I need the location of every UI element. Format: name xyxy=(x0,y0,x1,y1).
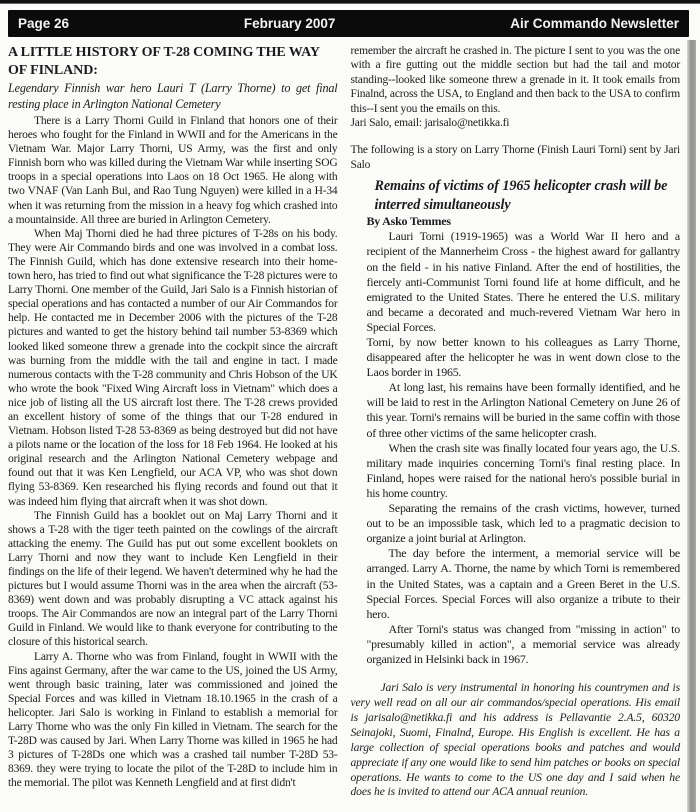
story-paragraph: Torni, by now better known to his colleagues as Larry Thorne, disappeared after the helicopter he was in went down close to the Laos border in 1965. xyxy=(366,335,680,380)
story-paragraph: The day before the interment, a memorial service will be arranged. Larry A. Thorne, the name by which Torni is remembered in the United States, was a captain and a Green Beret in the U.S. Special Forces. Special Forces will also organize a tribute to their hero. xyxy=(366,546,680,621)
top-border xyxy=(0,0,700,4)
story-byline: By Asko Temmes xyxy=(366,214,451,229)
story-paragraph: After Torni's status was changed from "missing in action" to "presumably killed in action", a memorial service was already organized in Helsinki back in 1967. xyxy=(366,621,680,666)
paragraph: There is a Larry Thorni Guild in Finland that honors one of their heroes who fought for the Finland in WWII and for the Americans in the Vietnam War. Major Larry Thorni, US Army, was the first and only Finnish born who was killed during the Vietnam War while inserting SOG troops in a special operations into Laos on 18 Oct 1965. He along with two VNAF (Van Lanh Bui, and Rao Tung Nguyen) were killed in a H-34 when it was returning from the mission in a heavy fog which crashed into a mountainside. All three are buried in Arlington Cemetery. xyxy=(8,115,338,226)
story-intro: The following is a story on Larry Thorne (Finish Lauri Torni) sent by Jari Salo xyxy=(350,144,680,171)
left-column xyxy=(8,44,338,812)
story-title: Remains of victims of 1965 helicopter crash will be interred simultaneously xyxy=(374,178,668,213)
paragraph: When Maj Thorni died he had three pictures of T-28s on his body. They were Air Commando birds and one was involved in a combat loss. The Finnish Guild, which has done extensive research into their home-town hero, has tried to find out what significance the T-28 pictures were to Larry Thorni. One member of the Guild, Jari Salo is a Finnish historian of special operations and has contacted a number of our Air Commandos for help. He contacted me in December 2006 with the pictures of the T-28 pictures and wanted to get the history behind tail number 53-8369 which looked liked someone threw a grenade into the cockpit since the aircraft was burning from the middle with the tail and engine in tact. I made numerous contacts with the T-28 community and Chris Hobson of the UK who wrote the book "Fixed Wing Aircraft loss in Vietnam" which does a nice job of listing all the US aircraft lost there. The T-28 crews provided an excellent history of some of the things that our T-28 endured in Vietnam. Hobson listed T-28 53-8369 as being destroyed but did not have a pilots name or the location of the loss for 18 Feb 1964. He looked at his original research and the Arlington National Cemetery webpage and found out that it was Ken Lengfield, our ACA VP, who was shot down flying 53-8369. Ken researched his flying records and found out that it was indeed him flying that aircraft when it was shot down. xyxy=(8,227,338,508)
article-body xyxy=(8,44,680,812)
email-line: Jari Salo, email: jarisalo@netikka.fi xyxy=(350,117,510,130)
story-paragraph: Separating the remains of the crash victims, however, turned out to be an impossible task, which led to a pragmatic decision to organize a joint burial at Arlington. xyxy=(366,501,680,546)
story-paragraph: At long last, his remains have been formally identified, and he will be laid to rest in the Arlington National Cemetery on June 26 of this year. Torni's remains will be buried in the same coffin with those of three other victims of the same helicopter crash. xyxy=(366,380,680,440)
newsletter-title: Air Commando Newsletter xyxy=(510,16,679,31)
closing-note: Jari Salo is very instrumental in honoring his countrymen and is very well read on all our air commandos/special operations. His email is jarisalo@netikka.fi and his address is Pellavantie 2.A.5, 60320 Seinajoki, Suomi, Finalnd, Europe. His English is excellent. He has a large collection of special operations books and patches and would appreciate if any one would like to send him patches or books on special operations. He wants to come to the US one day and I said when he does he is invited to attend our ACA annual reunion. xyxy=(350,681,680,799)
story-paragraph: Lauri Torni (1919-1965) was a World War II hero and a recipient of the Mannerheim Cross - the highest award for gallantry on the field - in his native Finland. After the end of hostilities, the fiercely anti-Communist Torni found life at home difficult, and he emigrated to the United States. There he entered the U.S. military and became a decorated and much-revered Vietnam War hero in Special Forces. xyxy=(366,229,680,334)
right-column xyxy=(351,44,681,812)
story-paragraph: When the crash site was finally located four years ago, the U.S. military made inquiries concerning Torni's final resting place. In Finland, hopes were raised for the national hero's possible burial in his home country. xyxy=(366,440,680,500)
article-headline: A LITTLE HISTORY OF T-28 COMING THE WAY OF FINLAND: xyxy=(8,45,320,78)
page-number: Page 26 xyxy=(18,16,70,31)
scan-edge-artifact xyxy=(687,40,696,812)
issue-date: February 2007 xyxy=(243,16,336,31)
paragraph: The Finnish Guild has a booklet out on Maj Larry Thorni and it shows a T-28 with the tiger teeth painted on the cowlings of the aircraft attacking the enemy. The Guild has put out some excellent booklets on Larry Thorni and now they want to include Ken Lengfield in their findings on the life of their legend. We haven't determined why he had the pictures but I would assume Thorni was in the area when the aircraft (53-8369) went down and was probably disrupting a VC attack against his troops. The Air Commandos are now an integral part of the Larry Thorni Guild in Finland. We would like to thank everyone for contributing to the closure of this historical search. xyxy=(8,509,338,649)
article-subheading: Legendary Finnish war hero Lauri T (Larry Thorne) to get final resting place in Arlington National Cemetery xyxy=(8,81,338,111)
header-bar xyxy=(8,10,689,37)
paragraph-continuation: remember the aircraft he crashed in. The picture I sent to you was the one with a fire gutting out the middle section but had the tail and motor standing--looked like someone threw a grenade in it. It took emails from Finalnd, across the USA, to England and then back to the USA to confirm this--I sent you the emails on this. xyxy=(350,45,680,115)
story-block xyxy=(367,177,681,667)
paragraph: Larry A. Thorne who was from Finland, fought in WWII with the Fins against Germany, after the war came to the US, joined the US Army, went through basic training, later was commissioned and joined the Special Forces and was killed in Vietnam 18.10.1965 in the crash of a helicopter. Jari Salo is working in Finland to establish a memorial for Larry Thorne who was the only Fin killed in Vietnam. The search for the T-28D was caused by Jari. When Larry Thorne was killed in 1965 he had 3 pictures of T-28Ds one which was a crashed tail number T-28D 53-8369. they were trying to locate the pilot of the T-28D to include him in the memorial. The pilot was Kenneth Lengfield and at first didn't xyxy=(8,650,338,790)
